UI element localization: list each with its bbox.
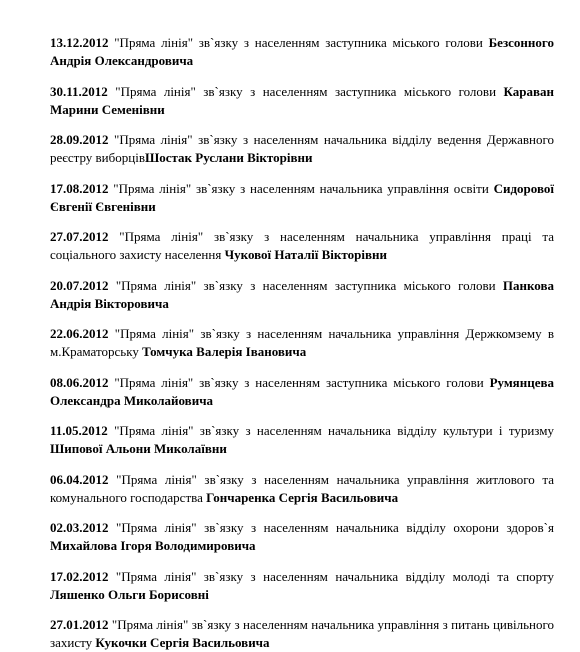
entry-person-name: Ляшенко Ольги Борисовні xyxy=(50,586,209,602)
entry-text: "Пряма лінія" зв`язку з населенням начальника відділу охорони здоров`я xyxy=(108,520,554,535)
entry-date: 28.09.2012 xyxy=(50,132,109,147)
entry-date: 11.05.2012 xyxy=(50,423,108,438)
entry-text: "Пряма лінія" зв`язку з населенням заступника міського голови xyxy=(108,277,503,293)
entry-7 xyxy=(50,325,554,361)
entry-12 xyxy=(50,568,554,604)
entry-person-name: Чукової Наталії Вікторівни xyxy=(224,247,387,262)
entry-date: 27.01.2012 xyxy=(50,617,109,632)
entry-13 xyxy=(50,616,554,652)
entry-11 xyxy=(50,519,554,555)
entry-text: "Пряма лінія" зв`язку з населенням начальника відділу культури і туризму xyxy=(107,423,554,438)
entry-date: 27.07.2012 xyxy=(50,229,109,244)
entry-text: "Пряма лінія" зв`язку з населенням начальника управління з питань цивільного захисту xyxy=(50,617,554,650)
entry-6 xyxy=(50,277,554,313)
entry-4 xyxy=(50,180,554,216)
entry-text: "Пряма лінія" зв`язку з населенням начальника управління праці та соціального захисту населення xyxy=(50,229,554,262)
entry-date: 20.07.2012 xyxy=(50,277,109,293)
entry-date: 08.06.2012 xyxy=(50,374,109,390)
entry-text: "Пряма лінія" зв`язку з населенням начальника відділу молоді та спорту xyxy=(108,568,554,584)
entry-text: "Пряма лінія" зв`язку з населенням начальника управління Держкомзему в м.Краматорську xyxy=(50,326,554,359)
entry-2 xyxy=(50,83,554,119)
entry-person-name: Михайлова Ігоря Володимировича xyxy=(50,538,256,553)
entry-text: "Пряма лінія" зв`язку з населенням заступника міського голови xyxy=(108,35,489,50)
entry-text: "Пряма лінія" зв`язку з населенням заступника міського голови xyxy=(107,83,504,99)
entry-date: 13.12.2012 xyxy=(50,35,109,50)
entry-person-name: Кукочки Сергія Васильовича xyxy=(95,635,270,650)
entry-person-name: Шипової Альони Миколаївни xyxy=(50,441,227,456)
entry-1 xyxy=(50,34,554,70)
entry-person-name: Панкова Андрія Вікторовича xyxy=(50,277,554,311)
entry-5 xyxy=(50,228,554,264)
entry-person-name: Шостак Руслани Вікторівни xyxy=(144,150,313,165)
entry-text: "Пряма лінія" зв`язку з населенням начальника відділу ведення Державного реєстру виборців xyxy=(50,132,554,165)
entry-date: 02.03.2012 xyxy=(50,520,109,535)
entry-person-name: Сидорової Євгенії Євгенівни xyxy=(50,180,554,214)
entry-person-name: Томчука Валерія Івановича xyxy=(142,344,307,359)
entry-3 xyxy=(50,131,554,167)
entry-person-name: Безсонного Андрія Олександровича xyxy=(50,35,554,68)
entry-text: "Пряма лінія" зв`язку з населенням начальника управління житлового та комунального господарства xyxy=(50,471,554,505)
entry-9 xyxy=(50,422,554,458)
entry-text: "Пряма лінія" зв`язку з населенням заступника міського голови xyxy=(108,374,490,390)
entry-text: "Пряма лінія" зв`язку з населенням начальника управління освіти xyxy=(108,180,494,196)
entry-person-name: Караван Марини Семенівни xyxy=(50,83,554,117)
entry-person-name: Румянцева Олександра Миколайовича xyxy=(50,374,554,408)
entry-date: 30.11.2012 xyxy=(50,83,108,99)
entry-10 xyxy=(50,471,554,507)
entry-date: 22.06.2012 xyxy=(50,326,109,341)
entry-8 xyxy=(50,374,554,410)
entry-date: 06.04.2012 xyxy=(50,471,109,487)
entry-person-name: Гончаренка Сергія Васильовича xyxy=(206,489,399,505)
entry-date: 17.02.2012 xyxy=(50,568,109,584)
entry-date: 17.08.2012 xyxy=(50,180,109,196)
